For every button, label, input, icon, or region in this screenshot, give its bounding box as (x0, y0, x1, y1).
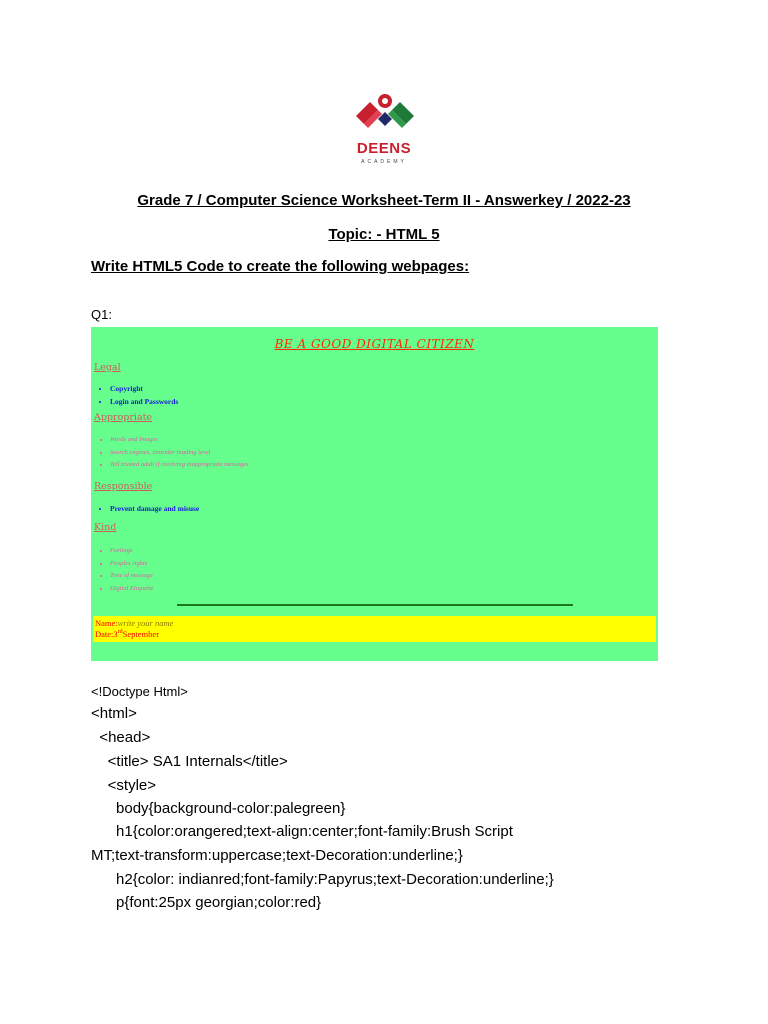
list-item: • Copyright (110, 383, 178, 396)
list-item: • Search engines, consider reading level (110, 447, 249, 460)
preview-title: BE A GOOD DIGITAL CITIZEN (274, 337, 475, 351)
list-item: • Tell trusted adult if receiving inappropriate messages (110, 459, 249, 472)
date-label: Date:3 (95, 629, 118, 639)
name-value: write your name (117, 618, 174, 628)
code-line-p-rule: p{font:25px georgian;color:red} (91, 894, 322, 911)
webpage-preview-image (91, 327, 658, 661)
logo-wordmark: DEENS (356, 140, 412, 157)
date-line (95, 629, 159, 639)
logo-diamond-icon (352, 92, 418, 142)
instruction-heading: Write HTML5 Code to create the following webpages: (91, 258, 470, 275)
topic-heading: Topic: - HTML 5 (328, 226, 440, 243)
logo-subtitle: ACADEMY (361, 159, 407, 165)
code-line-h1-rule: h1{color:orangered;text-align:center;font-family:Brush Script (91, 823, 513, 840)
code-line-doctype: <!Doctype Html> (91, 684, 188, 699)
section-heading-legal: Legal (94, 362, 121, 373)
code-line-title: <title> SA1 Internals</title> (91, 753, 288, 770)
code-line-h2-rule: h2{color: indianred;font-family:Papyrus;text-Decoration:underline;} (91, 871, 554, 888)
list-item: • Prevent damage and misuse (110, 503, 199, 516)
list-item: • Words and Images (110, 434, 249, 447)
worksheet-title: Grade 7 / Computer Science Worksheet-Term II - Answerkey / 2022-23 (137, 192, 631, 209)
code-line-html: <html> (91, 705, 137, 722)
list-item: • Peoples rights (110, 558, 154, 571)
code-line-style: <style> (91, 777, 157, 794)
responsible-list (100, 503, 199, 516)
kind-list (100, 545, 154, 595)
horizontal-rule (177, 604, 573, 606)
code-line-body-rule: body{background-color:palegreen} (91, 800, 346, 817)
list-item: • Tone of message (110, 570, 154, 583)
code-line-h1-rule-cont: MT;text-transform:uppercase;text-Decoration:underline;} (91, 847, 463, 864)
date-month: September (122, 629, 160, 639)
section-heading-kind: Kind (94, 522, 117, 533)
date-ordinal: rd (117, 629, 123, 636)
section-heading-appropriate: Appropriate (94, 412, 153, 423)
legal-list (100, 383, 178, 408)
list-item: • Feelings (110, 545, 154, 558)
appropriate-list (100, 434, 249, 472)
name-line (95, 618, 173, 628)
list-item: • Login and Passwords (110, 396, 178, 409)
section-heading-responsible: Responsible (94, 481, 153, 492)
code-line-head: <head> (91, 729, 151, 746)
list-item: • Digital Etiquette (110, 583, 154, 596)
name-date-box (93, 616, 656, 642)
name-label: Name: (95, 618, 118, 628)
question-label: Q1: (91, 307, 112, 322)
